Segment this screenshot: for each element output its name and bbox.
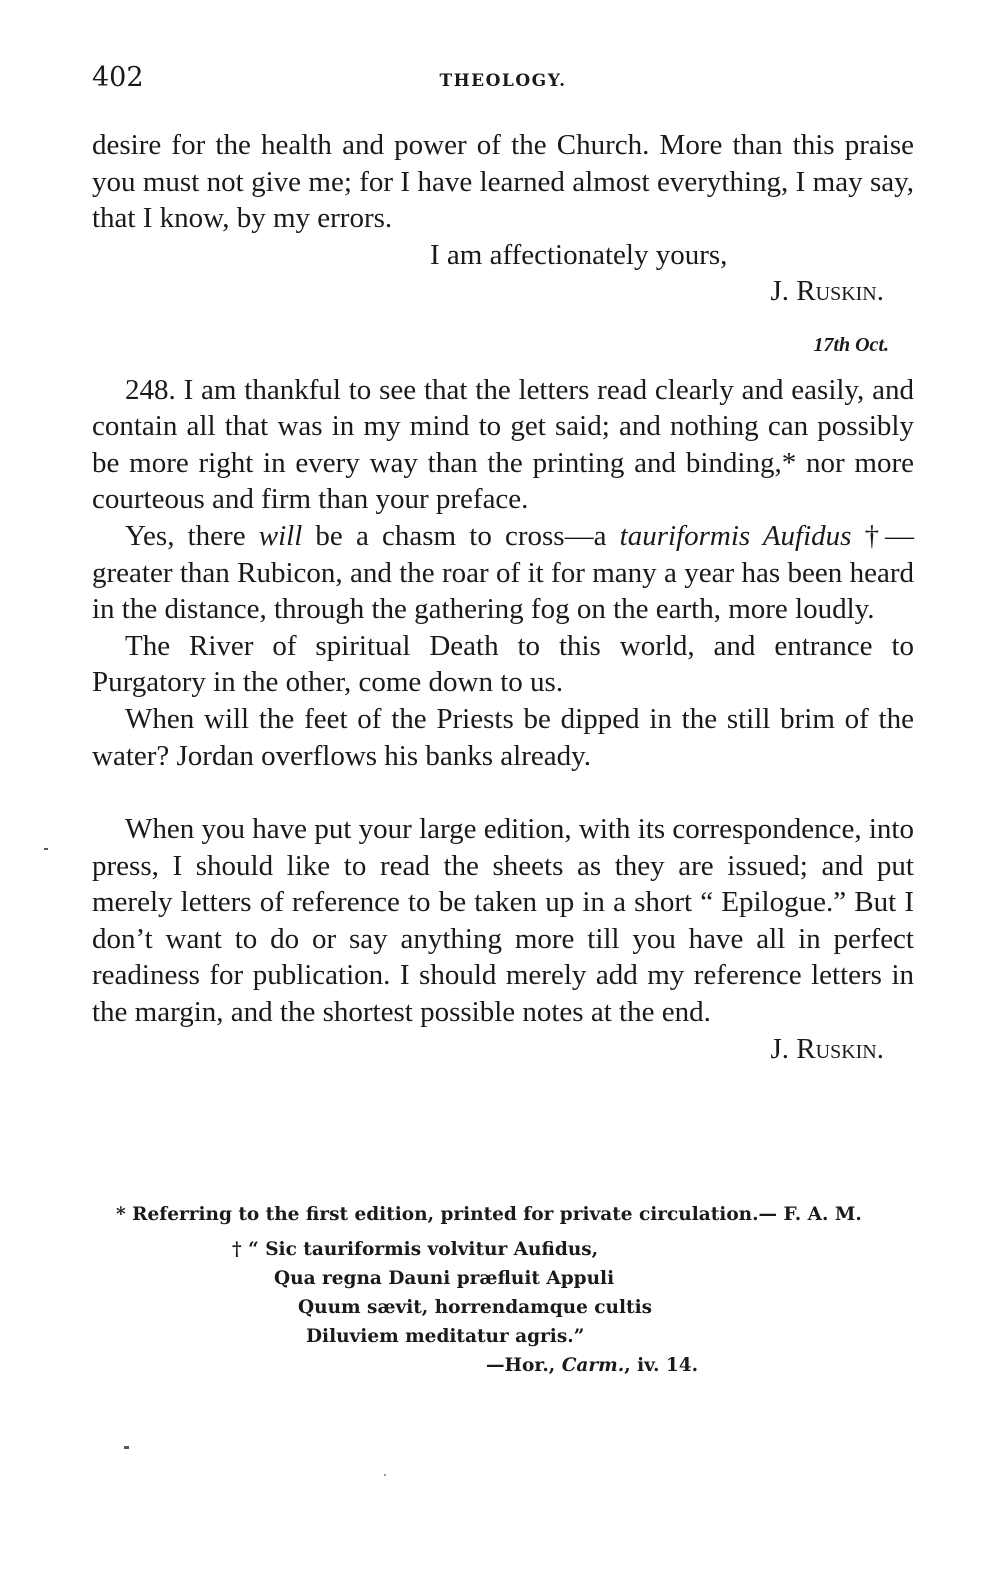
- paragraph-248: 248. I am thankful to see that the letters read clearly and easily, and contain all that was in my mind to get said; and nothing can possibly be more right in every way than the printing and binding,* nor more courteous and firm than your preface.: [92, 373, 914, 516]
- letter-continuation: desire for the health and power of the Church. More than this praise you must not give me; for I have learned almost everything, I may say, that I know, by my errors.: [92, 129, 914, 235]
- citation-author: —Hor.,: [486, 1355, 562, 1376]
- verse-line: Diluviem meditatur agris.”: [306, 1326, 585, 1347]
- paragraph-chasm: [92, 518, 914, 628]
- paragraph-chasm-text-c: be a chasm to cross—a: [302, 519, 620, 552]
- letter-date: 17th Oct.: [813, 333, 889, 356]
- letter-signature: J. Ruskin.: [770, 275, 884, 308]
- margin-speck: [384, 1474, 386, 1476]
- main-text: [92, 127, 914, 1067]
- section-gap: [92, 774, 914, 811]
- paragraph-chasm-text-a: Yes, there: [125, 519, 259, 552]
- footnotes: [92, 1200, 914, 1380]
- paragraph-chasm-text-e: †—greater than Rubicon, and the roar of it for many a year has been heard in the distance, through the gathering fog on the earth, more loudly.: [92, 519, 915, 626]
- margin-speck: [44, 848, 48, 850]
- letter-closing: I am affectionately yours,: [430, 238, 728, 271]
- page-number: 402: [92, 62, 144, 93]
- running-head: [92, 62, 914, 102]
- postscript-signature: J. Ruskin.: [770, 1032, 884, 1065]
- emphasis-will: will: [258, 519, 303, 552]
- margin-speck: [124, 1446, 129, 1449]
- verse-citation: [92, 1351, 914, 1380]
- verse-line: Qua regna Dauni præfluit Appuli: [274, 1268, 615, 1289]
- citation-ref: , iv. 14.: [624, 1355, 699, 1376]
- paragraph-river: The River of spiritual Death to this world, and entrance to Purgatory in the other, come down to us.: [92, 629, 914, 699]
- footnote-first-edition: * Referring to the first edition, printed for private circulation.— F. A. M.: [116, 1204, 862, 1225]
- emphasis-tauriformis: tauriformis Aufidus: [619, 519, 852, 552]
- citation-work: Carm.: [561, 1355, 625, 1376]
- verse-line: Quum sævit, horrendamque cultis: [298, 1297, 653, 1318]
- paragraph-postscript: When you have put your large edition, with its correspondence, into press, I should like to read the sheets as they are issued; and put merely letters of reference to be taken up in a short “ Epilogue.” But I don’t want to do or say anything more till you have all in perfect readiness for publication. I should merely add my reference letters in the margin, and the shortest possible notes at the end.: [92, 813, 914, 1029]
- verse-line: † “ Sic tauriformis volvitur Aufidus,: [232, 1239, 599, 1260]
- running-title: THEOLOGY.: [439, 71, 567, 91]
- paragraph-jordan: When will the feet of the Priests be dipped in the still brim of the water? Jordan overflows his banks already.: [92, 702, 914, 772]
- footnote-horace-verse: [92, 1235, 914, 1380]
